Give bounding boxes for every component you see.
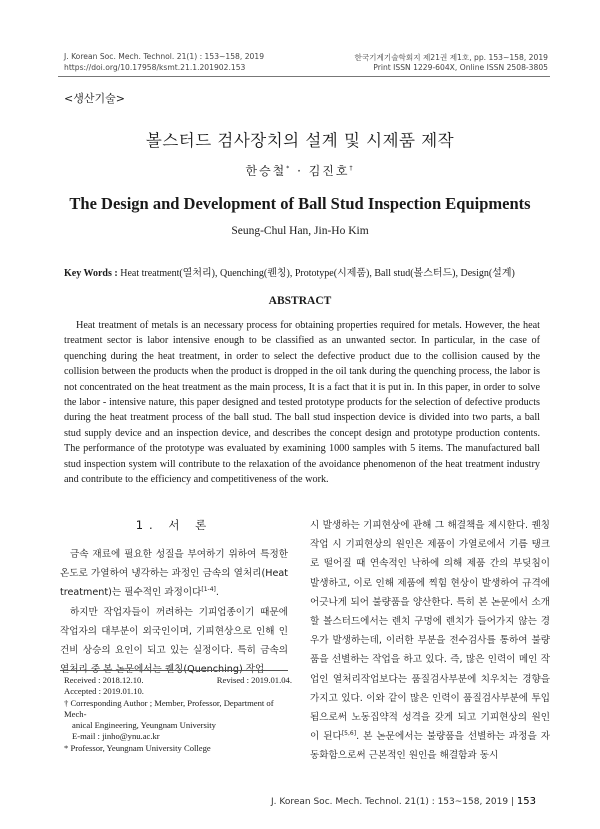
footer-citation: J. Korean Soc. Mech. Technol. 21(1) : 153~158, 2019 <box>271 797 509 807</box>
intro-paragraph-2: 하지만 작업자들이 꺼려하는 기피업종이기 때문에 작업자의 대부분이 외국인이며, 기피현상으로 인해 인건비 상승의 요인이 되고 있는 실정이다. 특히 금속의 열처리 중 본 논문에서는 퀜칭(Quenching) 작업 <box>60 606 288 676</box>
author-mark-1: * <box>286 165 292 172</box>
professor-affiliation: * Professor, Yeungnam University College <box>64 742 211 753</box>
issn-header: Print ISSN 1229-604X, Online ISSN 2508-3805 <box>373 63 548 72</box>
author-korean-2: · 김진호 <box>291 164 350 178</box>
accepted-date: Accepted : 2019.01.10. <box>64 686 144 697</box>
corresponding-author-1: † Corresponding Author ; Member, Professor, Department of Mech- <box>64 697 274 719</box>
intro-column-left <box>60 545 288 679</box>
category-label: <생산기술> <box>64 92 125 105</box>
intro-paragraph-1: 금속 재료에 필요한 성질을 부여하기 위하여 특정한 온도로 가열하여 냉각하는 과정인 금속의 열처리(Heat treatment)는 필수적인 과정이다[1-4]. <box>60 549 288 599</box>
author-korean-1: 한승철 <box>245 164 287 178</box>
header-rule <box>58 76 550 77</box>
keywords-list: Heat treatment(열처리), Quenching(퀜칭), Prototype(시제품), Ball stud(볼스터드), Design(설계) <box>120 268 515 279</box>
doi-link[interactable]: https://doi.org/10.17958/ksmt.21.1.201902.153 <box>64 63 246 72</box>
keywords-label: Key Words : <box>64 268 118 279</box>
received-date: Received : 2018.12.10. <box>64 675 144 685</box>
authors-english: Seung-Chul Han, Jin-Ho Kim <box>231 225 369 237</box>
title-korean: 볼스터드 검사장치의 설계 및 시제품 제작 <box>145 131 455 150</box>
citation-ref-2: [5,6] <box>341 730 357 738</box>
footnote-rule <box>60 670 288 671</box>
abstract-text: Heat treatment of metals is an necessary process for obtaining properties required for metals. However, the heat treatment sector is labor intensive enough to be classified as an unwanted sector. In particular, in the case of quenching during the heat treatment, in order to select the defective product due to the collision caused by the collision between the products when the product is dropped in the oil tank during the quenching process, the labor is not concentrated on the heat treatment as the main process, It is a fact that it is put in. In this paper, in order to solve the labor - intensive nature, this paper designed and tested prototype products for the selection of defective products during the heat treatment process of the ball stud. The ball stud inspection device is divided into two parts, a ball stud supply device and an inspection device, and describes the concept design and prototype production contents. The performance of the prototype was evaluated by examining 1000 samples with 5 items. The manufactured ball stud inspection system will contribute to the relaxation of the avoidance phenomenon of the heat treatment industry and contribute to the efficiency and competitiveness of the work. <box>64 320 540 486</box>
author-mark-2: † <box>349 165 355 172</box>
section-heading-introduction: 1. 서 론 <box>135 518 213 532</box>
title-english: The Design and Development of Ball Stud Inspection Equipments <box>69 194 531 213</box>
revised-date: Revised : 2019.01.04. <box>216 675 292 685</box>
page-footer <box>271 796 536 807</box>
journal-citation-header: J. Korean Soc. Mech. Technol. 21(1) : 153~158, 2019 <box>64 52 265 61</box>
corresponding-email[interactable]: E-mail : jinho@ynu.ac.kr <box>72 731 160 742</box>
page-number: 153 <box>516 796 536 807</box>
journal-korean-header: 한국기계기술학회지 제21권 제1호, pp. 153~158, 2019 <box>354 53 548 62</box>
citation-ref-1: [1-4] <box>201 586 216 594</box>
keywords-line <box>64 264 515 279</box>
authors-korean <box>0 162 600 179</box>
footnotes <box>60 675 292 754</box>
intro-column-right: 시 발생하는 기피현상에 관해 그 해결책을 제시한다. 퀜칭 작업 시 기피현상의 원인은 제품이 가열로에서 기름 탱크로 떨어질 때 연속적인 낙하에 의해 제품 간의 부딪침이 발생하고, 이로 인해 제품에 찍힘 현상이 발생하여 규격에 어긋나게 되어 불량품을 양산한다. 특히 본 논문에서 소개할 볼스터드에서는 렌치 구멍에 렌치가 들어가지 않는 경우가 발생하는데, 이러한 부분을 전수검사를 통하여 불량품을 선별하는 작업을 하고 있다. 즉, 많은 인력이 메인 작업인 열처리작업보다는 품질검사부분에 치우치는 경향을 가지고 있다. 이와 같이 많은 인력이 품질검사부분에 투입됨으로써 노동집약적 성격을 갖게 되고 기피현상의 원인이 된다[5,6]. 본 논문에서는 불량품을 선별하는 과정을 자동화함으로써 근본적인 원인을 해결함과 동시 <box>310 520 550 762</box>
abstract-heading: ABSTRACT <box>268 295 332 307</box>
received-revised-line <box>60 675 292 686</box>
footer-separator: | <box>510 797 515 807</box>
corresponding-author-2: anical Engineering, Yeungnam University <box>72 720 216 731</box>
